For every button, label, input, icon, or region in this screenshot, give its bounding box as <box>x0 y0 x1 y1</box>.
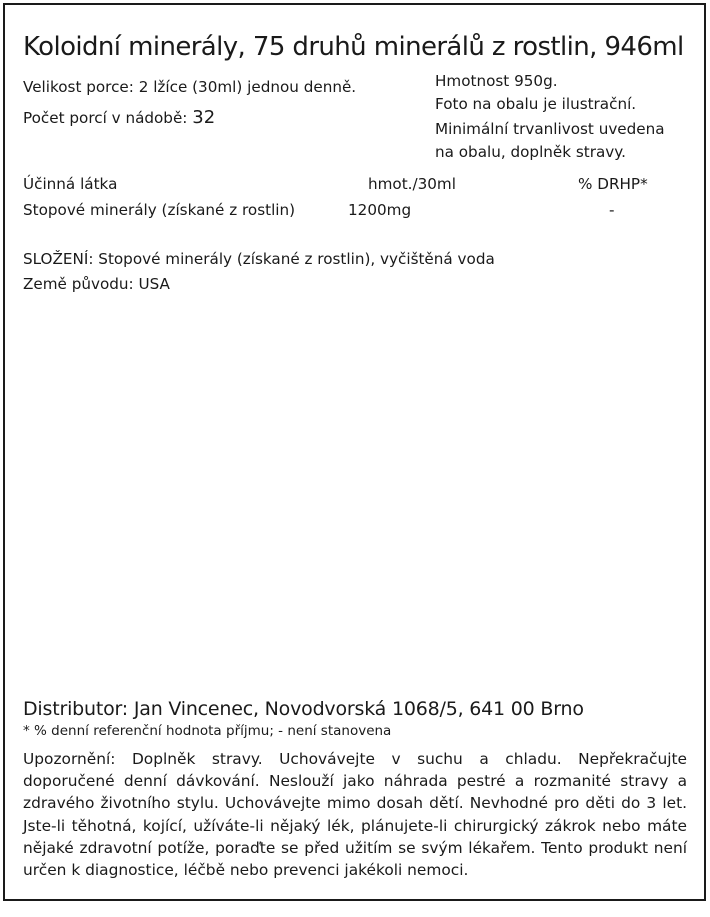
warning-text: Upozornění: Doplněk stravy. Uchovávejte v suchu a chladu. Nepřekračujte doporučené denní dávkování. Neslouží jako náhrada pestré a rozmanité stravy a zdravého životního stylu. Uchovávejte mimo dosah dětí. Nevhodné pro děti do 3 let. Jste-li těhotná, kojící, užíváte-li nějaký lék, plánujete-li chirurgický zákrok nebo máte nějaké zdravotní potíže, poraďte se před užitím se svým lékařem. Tento produkt není určen k diagnostice, léčbě nebo prevenci jakékoli nemoci. <box>23 750 687 880</box>
table-header-drhp: % DRHP* <box>578 175 648 193</box>
servings-label: Počet porcí v nádobě: <box>23 109 188 127</box>
side-note-supplement: na obalu, doplněk stravy. <box>435 143 626 161</box>
table-header-substance: Účinná látka <box>23 175 118 193</box>
composition: SLOŽENÍ: Stopové minerály (získané z rostlin), vyčištěná voda <box>23 250 495 268</box>
table-header-amount: hmot./30ml <box>368 175 456 193</box>
side-note-weight: Hmotnost 950g. <box>435 72 558 90</box>
servings-per-container <box>23 107 215 128</box>
footnote: * % denní referenční hodnota příjmu; - není stanovena <box>23 723 392 739</box>
side-note-expiry: Minimální trvanlivost uvedena <box>435 120 665 138</box>
distributor: Distributor: Jan Vincenec, Novodvorská 1068/5, 641 00 Brno <box>23 698 584 720</box>
country-of-origin: Země původu: USA <box>23 275 170 293</box>
product-label <box>3 3 706 901</box>
table-cell-substance: Stopové minerály (získané z rostlin) <box>23 201 296 219</box>
table-cell-amount: 1200mg <box>348 201 412 219</box>
serving-size: Velikost porce: 2 lžíce (30ml) jednou denně. <box>23 78 357 96</box>
side-note-photo: Foto na obalu je ilustrační. <box>435 95 637 113</box>
product-title: Koloidní minerály, 75 druhů minerálů z rostlin, 946ml <box>23 32 684 62</box>
table-cell-drhp: - <box>609 201 615 219</box>
servings-value: 32 <box>192 107 216 128</box>
